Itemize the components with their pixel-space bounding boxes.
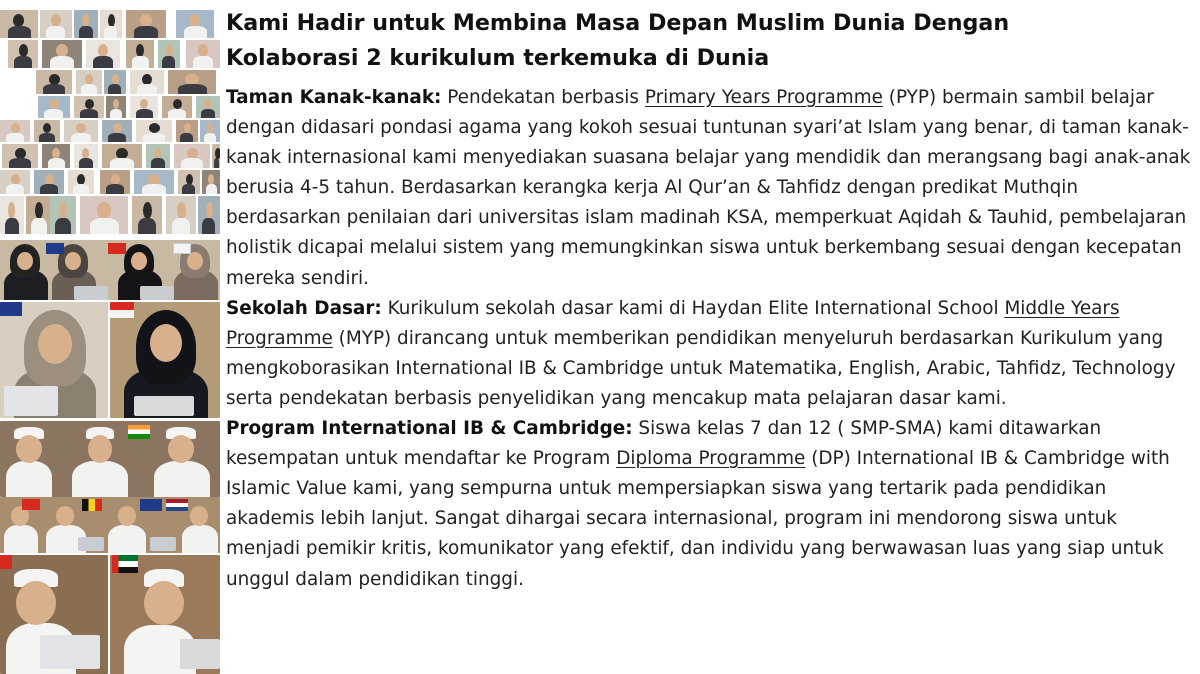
student-thumbnail: [50, 196, 76, 234]
student-girl-portrait-right: [110, 302, 220, 418]
uk-flag-icon: [0, 302, 22, 316]
section-kindergarten: [226, 83, 1196, 294]
page-title: [226, 6, 1196, 76]
student-thumbnail: [176, 120, 198, 142]
section-text: Siswa kelas 7 dan 12 ( SMP-SMA) kami ditawarkan kesempatan untuk mendaftar ke Program: [226, 418, 1102, 470]
section-ib-cambridge: [226, 414, 1196, 595]
student-thumbnail: [162, 96, 192, 118]
student-thumbnail: [202, 170, 220, 194]
student-thumbnail: [38, 96, 70, 118]
section-text: (DP) International IB & Cambridge with Islamic Value kami, yang sempurna untuk mempersiapkan siswa yang tertarik pada pendidikan akademis lebih lanjut. Sangat dihargai secara internasional, program ini mendorong siswa untuk menjadi pemikir kritis, komunikator yang efektif, dan individu yang berwawasan luas yang siap untuk unggul dalam pendidikan tinggi.: [226, 448, 1170, 590]
students-hijab-photo: [0, 240, 220, 300]
student-thumbnail: [36, 70, 72, 94]
student-thumbnail: [34, 170, 64, 194]
student-thumbnail: [106, 96, 126, 118]
student-thumbnail: [212, 144, 220, 168]
student-thumbnail: [2, 144, 38, 168]
student-thumbnail: [34, 120, 60, 142]
student-thumbnail: [0, 120, 30, 142]
student-thumbnail: [130, 96, 158, 118]
student-thumbnail: [136, 120, 172, 142]
student-thumbnail: [76, 70, 102, 94]
student-thumbnail: [178, 170, 200, 194]
section-text: Kurikulum sekolah dasar kami di Haydan Elite International School: [381, 297, 1005, 319]
pyp-link[interactable]: Primary Years Programme: [644, 87, 883, 108]
australia-flag-icon-2: [140, 499, 162, 511]
student-thumbnail: [104, 70, 126, 94]
student-thumbnail: [174, 144, 210, 168]
student-thumbnail: [80, 196, 128, 234]
student-thumbnail: [0, 170, 30, 194]
student-thumbnail: [64, 120, 98, 142]
student-thumbnail: [26, 196, 52, 234]
student-thumbnail: [168, 70, 216, 94]
student-thumbnail: [102, 144, 142, 168]
indonesia-flag-icon: [110, 302, 134, 318]
student-thumbnail: [74, 144, 98, 168]
main-content: [226, 6, 1196, 595]
title-line-1: Kami Hadir untuk Membina Masa Depan Muslim Dunia Dengan: [226, 10, 1010, 36]
student-thumbnail: [102, 120, 132, 142]
student-thumbnail: [158, 40, 180, 68]
student-thumbnail: [186, 40, 220, 68]
student-thumbnail: [100, 10, 122, 38]
student-thumbnail: [100, 170, 130, 194]
section-elementary: [226, 294, 1196, 414]
india-flag-icon: [128, 425, 150, 439]
dp-link[interactable]: Diploma Programme: [616, 448, 806, 470]
student-thumbnail: [74, 96, 104, 118]
italy-flag-icon: [0, 555, 12, 569]
student-girl-portrait-left: [0, 302, 108, 418]
title-line-2: Kolaborasi 2 kurikulum terkemuka di Dunia: [226, 45, 770, 71]
student-thumbnail: [132, 196, 162, 234]
student-thumbnail: [74, 10, 98, 38]
uae-flag-icon: [112, 555, 138, 573]
student-thumbnail: [0, 10, 38, 38]
section-heading: Program International IB & Cambridge:: [226, 418, 633, 440]
student-thumbnail: [126, 40, 154, 68]
turkey-flag-icon: [22, 499, 40, 510]
student-thumbnail: [134, 170, 174, 194]
belgium-flag-icon: [82, 499, 102, 511]
student-thumbnail: [40, 10, 72, 38]
student-thumbnail: [86, 40, 120, 68]
student-thumbnail: [126, 10, 166, 38]
korea-flag-icon: [173, 243, 191, 254]
student-photo-collage: [0, 0, 220, 674]
student-thumbnail: [8, 40, 38, 68]
section-heading: Sekolah Dasar:: [226, 297, 382, 319]
netherlands-flag-icon: [166, 499, 188, 511]
student-thumbnail: [176, 10, 214, 38]
myp-link[interactable]: Middle Years Programme: [226, 297, 1120, 349]
section-text: (PYP) bermain sambil belajar dengan didasari pondasi agama yang kokoh sesuai tuntunan syari’at Islam yang benar, di taman kanak-kanak internasional kami menyediakan suasana belajar yang mendidik dan merangsang bagi anak-anak berusia 4-5 tahun. Berdasarkan kerangka kerja Al Qur’an & Tahfidz dengan predikat Muthqin berdasarkan penilaian dari universitas islam madinah KSA, memperkuat Aqidah & Tauhid, pembelajaran holistik dicapai melalui sistem yang memungkinkan siswa untuk berkembang sesuai dengan kecepatan mereka sendiri.: [226, 87, 1191, 289]
student-thumbnail: [196, 96, 220, 118]
student-thumbnail: [0, 196, 24, 234]
student-thumbnail: [42, 40, 82, 68]
student-thumbnail: [146, 144, 170, 168]
china-flag-icon: [108, 243, 126, 254]
section-text: (MYP) dirancang untuk memberikan pendidikan menyeluruh berdasarkan Kurikulum yang mengkoborasikan International IB & Cambridge untuk Matematika, English, Arabic, Tahfidz, Technology serta pendekatan berbasis penyelidikan yang mencakup mata pelajaran dasar kami.: [226, 327, 1176, 409]
student-boy-portrait-right: [110, 555, 220, 674]
student-thumbnail: [68, 170, 94, 194]
student-boy-portrait-left: [0, 555, 108, 674]
students-boys-photo-1: [0, 421, 220, 497]
australia-flag-icon: [46, 243, 64, 254]
student-thumbnail: [200, 120, 220, 142]
student-thumbnail: [166, 196, 196, 234]
section-heading: Taman Kanak-kanak:: [226, 87, 442, 108]
student-thumbnail: [130, 70, 164, 94]
student-thumbnail: [198, 196, 220, 234]
student-thumbnail: [42, 144, 70, 168]
students-boys-photo-2: [0, 497, 220, 553]
section-text: Pendekatan berbasis: [441, 87, 645, 108]
